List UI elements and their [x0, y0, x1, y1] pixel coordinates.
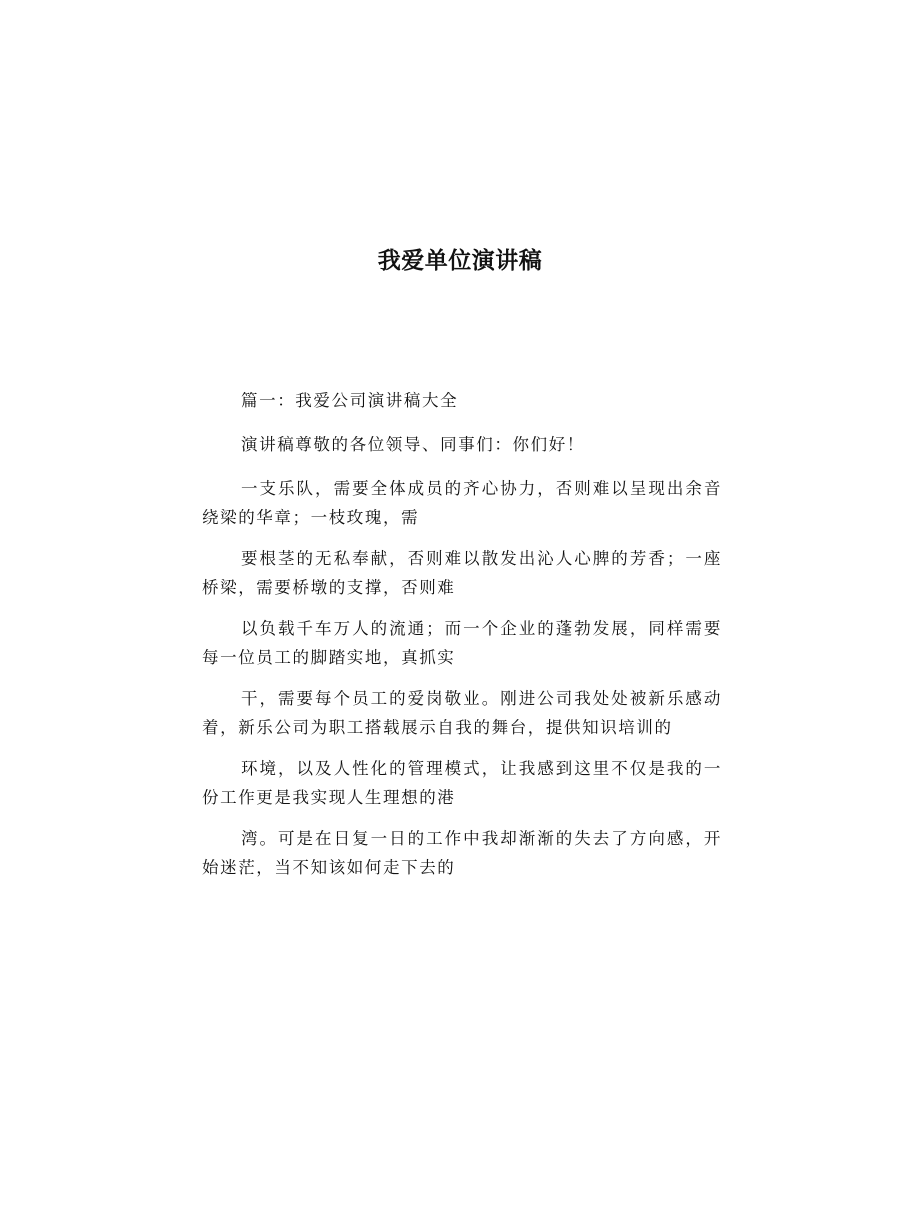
paragraph: 环境，以及人性化的管理模式，让我感到这里不仅是我的一份工作更是我实现人生理想的港 — [202, 759, 722, 807]
paragraph: 湾。可是在日复一日的工作中我却渐渐的失去了方向感，开始迷茫，当不知该如何走下去的 — [202, 829, 722, 877]
paragraph-section-heading: 篇一：我爱公司演讲稿大全 — [241, 391, 459, 410]
paragraph-greeting: 演讲稿尊敬的各位领导、同事们：你们好！ — [241, 435, 585, 454]
paragraph: 干，需要每个员工的爱岗敬业。刚进公司我处处被新乐感动着，新乐公司为职工搭载展示自我的舞台，提供知识培训的 — [202, 689, 722, 737]
document-title: 我爱单位演讲稿 — [377, 248, 543, 274]
paragraph: 一支乐队，需要全体成员的齐心协力，否则难以呈现出余音绕梁的华章；一枝玫瑰，需 — [202, 479, 722, 527]
document-body — [202, 386, 722, 894]
paragraph: 以负载千车万人的流通；而一个企业的蓬勃发展，同样需要每一位员工的脚踏实地，真抓实 — [202, 619, 722, 667]
paragraph: 要根茎的无私奉献，否则难以散发出沁人心脾的芳香；一座桥梁，需要桥墩的支撑，否则难 — [202, 549, 722, 597]
